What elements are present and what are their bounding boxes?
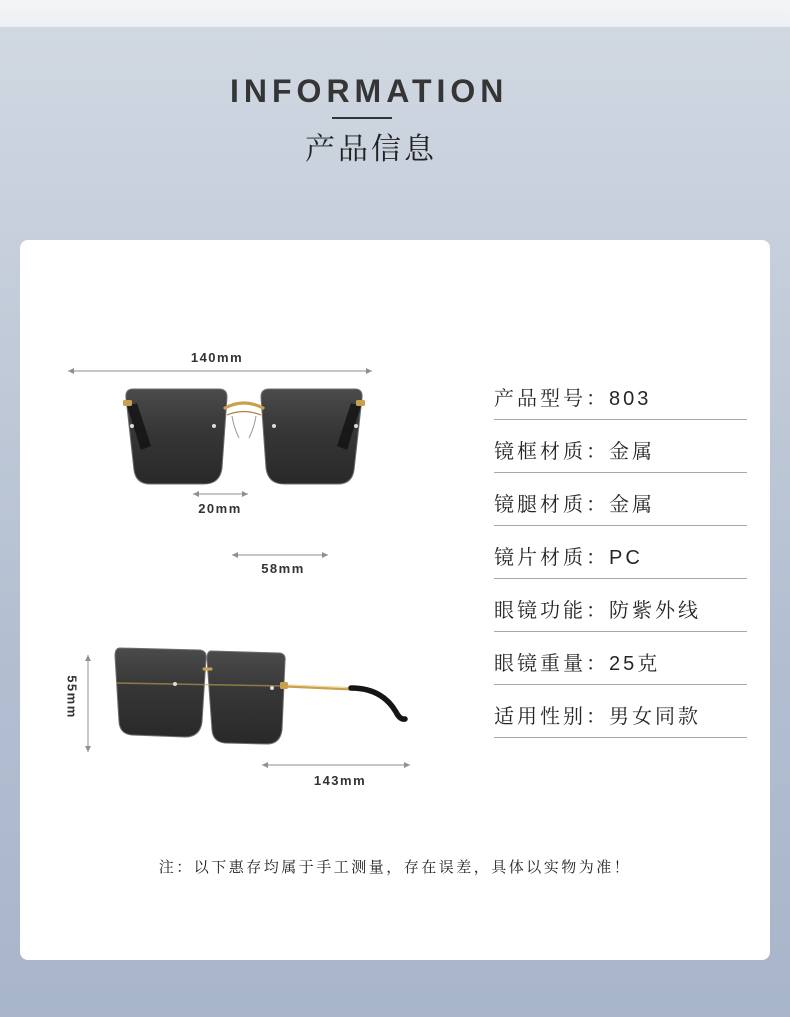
- spec-value: 803: [609, 388, 652, 410]
- spec-value: 金属: [609, 441, 655, 463]
- title-english: INFORMATION: [230, 73, 509, 109]
- dim-label-lens-width: 58mm: [261, 561, 305, 576]
- spec-row-function: [494, 579, 747, 632]
- front-bridge-lower: [227, 412, 261, 416]
- title-divider: [332, 117, 392, 119]
- spec-row-gender: [494, 685, 747, 738]
- side-screw: [173, 682, 177, 686]
- front-left-nose-pad: [232, 416, 239, 438]
- side-view-glasses: [115, 648, 405, 744]
- dim-label-lens-height: 55mm: [64, 675, 80, 719]
- spec-row-frame-material: [494, 420, 747, 473]
- front-right-hinge: [356, 400, 365, 406]
- front-bridge: [225, 403, 263, 408]
- title-chinese: 产品信息: [305, 133, 437, 166]
- spec-value: 防紫外线: [609, 600, 701, 622]
- spec-row-weight: [494, 632, 747, 685]
- spec-value: 男女同款: [609, 706, 701, 728]
- spec-label: 眼镜重量：: [494, 653, 609, 675]
- spec-label: 镜框材质：: [494, 441, 609, 463]
- dim-label-frame-width: 140mm: [190, 350, 244, 365]
- spec-row-lens-material: [494, 526, 747, 579]
- side-far-lens: [207, 651, 285, 744]
- side-temple-tip: [351, 688, 405, 719]
- front-screw: [272, 424, 276, 428]
- dim-label-temple-length: 143mm: [313, 773, 367, 788]
- info-card: [20, 240, 770, 960]
- front-screw: [212, 424, 216, 428]
- spec-value: 金属: [609, 494, 655, 516]
- spec-row-model: [494, 367, 747, 420]
- side-screw: [270, 686, 274, 690]
- spec-label: 适用性别：: [494, 706, 609, 728]
- measurement-note: 注：以下惠存均属于手工测量，存在误差，具体以实物为准！: [158, 859, 632, 876]
- spec-label: 镜片材质：: [494, 547, 609, 569]
- spec-label: 镜腿材质：: [494, 494, 609, 516]
- spec-list: [494, 367, 747, 738]
- spec-row-temple-material: [494, 473, 747, 526]
- front-left-hinge: [123, 400, 132, 406]
- spec-label: 眼镜功能：: [494, 600, 609, 622]
- front-screw: [130, 424, 134, 428]
- spec-value: PC: [609, 547, 643, 569]
- dim-label-bridge: 20mm: [198, 501, 242, 516]
- spec-label: 产品型号：: [494, 388, 609, 410]
- side-near-lens: [115, 648, 206, 737]
- top-band: [0, 0, 790, 27]
- dimension-diagram: [20, 240, 450, 820]
- front-screw: [354, 424, 358, 428]
- spec-value: 25克: [609, 653, 661, 675]
- front-right-nose-pad: [249, 416, 256, 438]
- front-view-glasses: [123, 389, 365, 484]
